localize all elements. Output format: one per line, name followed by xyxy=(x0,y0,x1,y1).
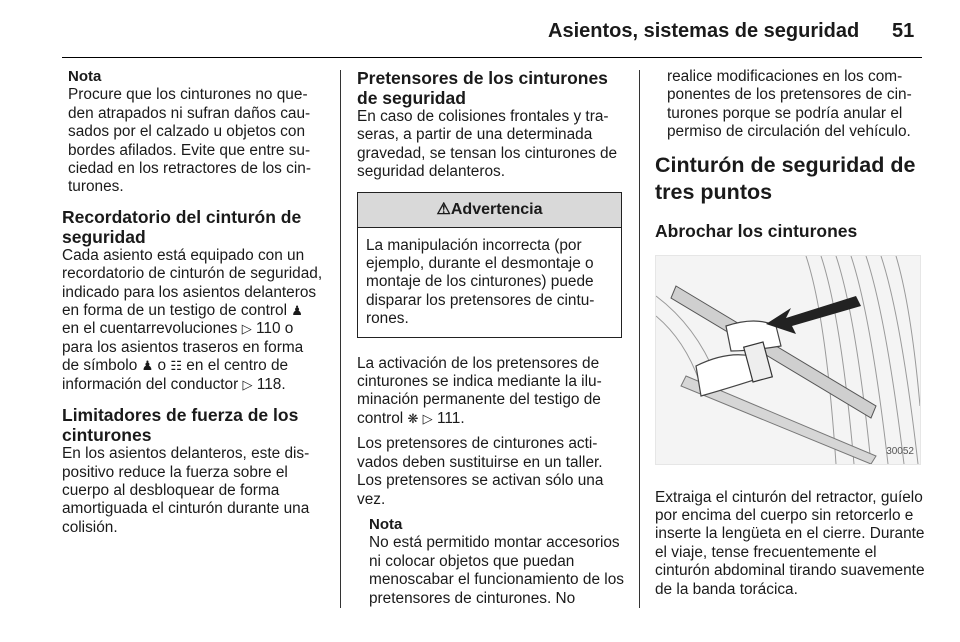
three-point-belt-heading: Cinturón de seguridad de tres puntos xyxy=(655,152,916,204)
seatbelt-drawing xyxy=(656,256,920,464)
note-block xyxy=(357,516,625,608)
pretensioners-heading: Pretensores de los cinturones de seguridad xyxy=(357,68,608,108)
column-right xyxy=(655,68,925,599)
continued-text: realice modificaciones en los componentes de los pretensores de cinturones porque se podría anular el permiso de circulación del vehículo. xyxy=(667,68,912,141)
column-divider xyxy=(340,70,341,608)
page-ref-arrow-icon: ▷ xyxy=(422,410,433,426)
fasten-belts-subheading: Abrochar los cinturones xyxy=(655,220,858,241)
airbag-warning-icon: ❋ xyxy=(407,410,419,426)
header-rule xyxy=(62,57,922,58)
section-title: Asientos, sistemas de seguridad xyxy=(548,20,860,42)
pretensioners-text: En caso de colisiones frontales y traseras, a partir de una determinada gravedad, se tensan los cinturones de seguridad delanteros. xyxy=(357,108,618,181)
seatbelt-illustration xyxy=(655,255,921,465)
note-text: Procure que los cinturones no queden atrapados ni sufran daños causados por el calzado u objetos con bordes afilados. Evite que entre suciedad en los retractores de los cinturones. xyxy=(68,86,311,196)
seatbelt-warning-icon: ♟ xyxy=(291,303,303,319)
warning-header xyxy=(358,193,621,228)
instructions-text: Extraiga el cinturón del retractor, guíelo por encima del cuerpo sin retorcerlo e inserte la lengüeta en el cierre. Durante el viaje, tense frecuentemente el cinturón abdominal tirando suavemente de la banda torácica. xyxy=(655,488,925,598)
limiters-text: En los asientos delanteros, este dispositivo reduce la fuerza sobre el cuerpo al desbloquear de forma amortiguada el cinturón durante una colisión. xyxy=(62,445,310,536)
warning-icon: ⚠ xyxy=(436,200,451,218)
replace-text: Los pretensores de cinturones activados deben sustituirse en un taller. Los pretensores se activan sólo una vez. xyxy=(357,435,604,508)
column-middle xyxy=(357,68,625,608)
page-ref: 110 xyxy=(255,320,281,338)
column-divider xyxy=(639,70,640,608)
warning-box xyxy=(357,192,622,338)
activation-text: La activación de los pretensores de cinturones se indica mediante la iluminación permanente del testigo de control ❋ ▷ 111. xyxy=(357,354,602,427)
warning-body: La manipulación incorrecta (por ejemplo, durante el desmontaje o montaje de los cinturones) puede disparar los pretensores de cinturones. xyxy=(366,236,595,328)
page-number: 51 xyxy=(892,20,915,42)
warning-title: Advertencia xyxy=(450,200,543,218)
page-header xyxy=(0,0,960,58)
seatbelt-symbol-icon: ♟ xyxy=(141,358,154,374)
note-title: Nota xyxy=(68,68,102,85)
note-block xyxy=(62,68,324,197)
limiters-heading: Limitadores de fuerza de los cinturones xyxy=(62,405,299,446)
rear-seat-symbol-icon: ☷ xyxy=(170,358,183,374)
note-title: Nota xyxy=(369,515,403,533)
page-ref: 111. xyxy=(436,409,465,427)
page-ref-arrow-icon: ▷ xyxy=(241,321,252,337)
page-ref: 118. xyxy=(256,375,286,393)
figure-id: 30052 xyxy=(886,446,914,458)
column-left xyxy=(62,68,324,537)
reminder-heading: Recordatorio del cinturón de seguridad xyxy=(62,206,302,247)
page-ref-arrow-icon: ▷ xyxy=(242,376,253,392)
reminder-text: Cada asiento está equipado con un recordatorio de cinturón de seguridad, indicado para los asientos delanteros en forma de un testigo de control ♟ en el cuentarrevoluciones ▷ 110 o para los asientos traseros en forma de símbolo ♟ o ☷ en el centro de información del conductor ▷ 118. xyxy=(62,246,323,393)
note-text: No está permitido montar accesorios ni colocar objetos que puedan menoscabar el funcionamiento de los pretensores de cinturones. No xyxy=(369,534,624,607)
